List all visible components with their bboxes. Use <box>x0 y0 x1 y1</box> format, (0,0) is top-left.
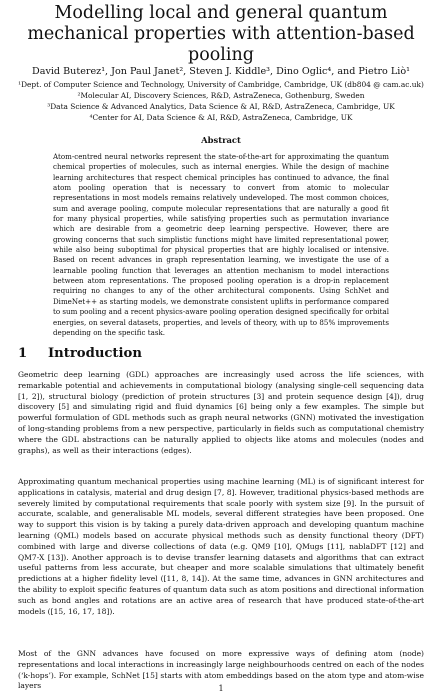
abstract-text: Atom-centred neural networks represent the state-of-the-art for approximating the quantum chemical properties of molecules, such as internal energies. While the design of machine learning architectures that respect chemical principles has continued to advance, the final atom pooling operation that is necessary to convert from atomic to molecular representations in most models remains relatively undeveloped. The most common choices, sum and average pooling, compute molecular representations that are naturally a good fit for many physical properties, while satisfying properties such as permutation invariance which are desirable from a geometric deep learning perspective. However, there are growing concerns that such simplistic functions might have limited representational power, while also being suboptimal for physical properties that are highly localised or intensive. Based on recent advances in graph representation learning, we investigate the use of a learnable pooling function that leverages an attention mechanism to model interactions between atom representations. The proposed pooling operation is a drop-in replacement requiring no changes to any of the other architectural components. Using SchNet and DimeNet++ as starting models, we demonstrate consistent uplifts in performance compared to sum pooling and a recent physics-aware pooling operation designed specifically for orbital energies, on several datasets, properties, and levels of theory, with up to 85% improvements depending on the specific task. <box>53 152 389 337</box>
author-list: David Buterez¹, Jon Paul Janet², Steven J. Kiddle³, Dino Oglic⁴, and Pietro Liò¹ <box>32 66 410 77</box>
body-paragraph: Most of the GNN advances have focused on more expressive ways of defining atom (node) representations and local interactions in increasingly large neighbourhoods centred on each of the nodes (‘k-hops’). For example, SchNet [15] starts with atom embeddings based on the atom type and atom-wise layers <box>18 649 424 691</box>
section-heading <box>18 346 142 362</box>
affiliation-2: ²Molecular AI, Discovery Sciences, R&D, AstraZeneca, Gothenburg, Sweden <box>77 91 365 100</box>
page-number: 1 <box>218 684 224 693</box>
abstract-heading: Abstract <box>201 135 241 145</box>
affiliation-1: ¹Dept. of Computer Science and Technology, University of Cambridge, Cambridge, UK (db804 @ cam.ac.uk) <box>18 80 424 89</box>
affiliations <box>14 79 428 123</box>
affiliation-4: ⁴Center for AI, Data Science & AI, R&D, AstraZeneca, Cambridge, UK <box>89 113 353 122</box>
body-paragraph: Geometric deep learning (GDL) approaches are increasingly used across the life sciences, with remarkable potential and achievements in computational biology (analysing single-cell sequencing data [1, 2]), structural biology (prediction of protein structures [3] and protein sequence design [4]), drug discovery [5] and simulating rigid and fluid dynamics [6] being only a few examples. The simple but powerful formulation of GDL methods such as graph neural networks (GNN) motivated the investigation of long-standing problems from a new perspective, particularly in fields such as computational chemistry where the GDL abstractions can be naturally applied to objects like atoms and molecules (nodes and graphs), as well as their interactions (edges). <box>18 370 424 455</box>
affiliation-3: ³Data Science & Advanced Analytics, Data Science & AI, R&D, AstraZeneca, Cambridge, UK <box>47 102 395 111</box>
section-title: Introduction <box>48 346 142 361</box>
body-paragraph: Approximating quantum mechanical properties using machine learning (ML) is of significant interest for applications in catalysis, material and drug design [7, 8]. However, traditional physics-based methods are severely limited by computational requirements that scale poorly with system size [9]. In the pursuit of accurate, scalable, and generalisable ML models, several different strategies have been proposed. One way to support this vision is by taking a purely data-driven approach and developing quantum machine learning (QML) models based on accurate physical methods such as density functional theory (DFT) combined with large and diverse collections of data (e.g. QM9 [10], QMugs [11], nablaDFT [12] and QM7-X [13]). Another approach is to devise transfer learning datasets and algorithms that can extract useful patterns from less accurate, but cheaper and more scalable simulations that ultimately benefit predictions at a higher fidelity level ([11, 8, 14]). At the same time, advances in GNN architectures and the ability to exploit specific features of quantum data such as atom positions and directional information such as bond angles and rotations are an active area of research that have produced state-of-the-art models ([15, 16, 17, 18]). <box>18 477 424 616</box>
paper-title: Modelling local and general quantum mechanical properties with attention-based pooling <box>27 3 415 65</box>
section-number: 1 <box>18 346 28 361</box>
